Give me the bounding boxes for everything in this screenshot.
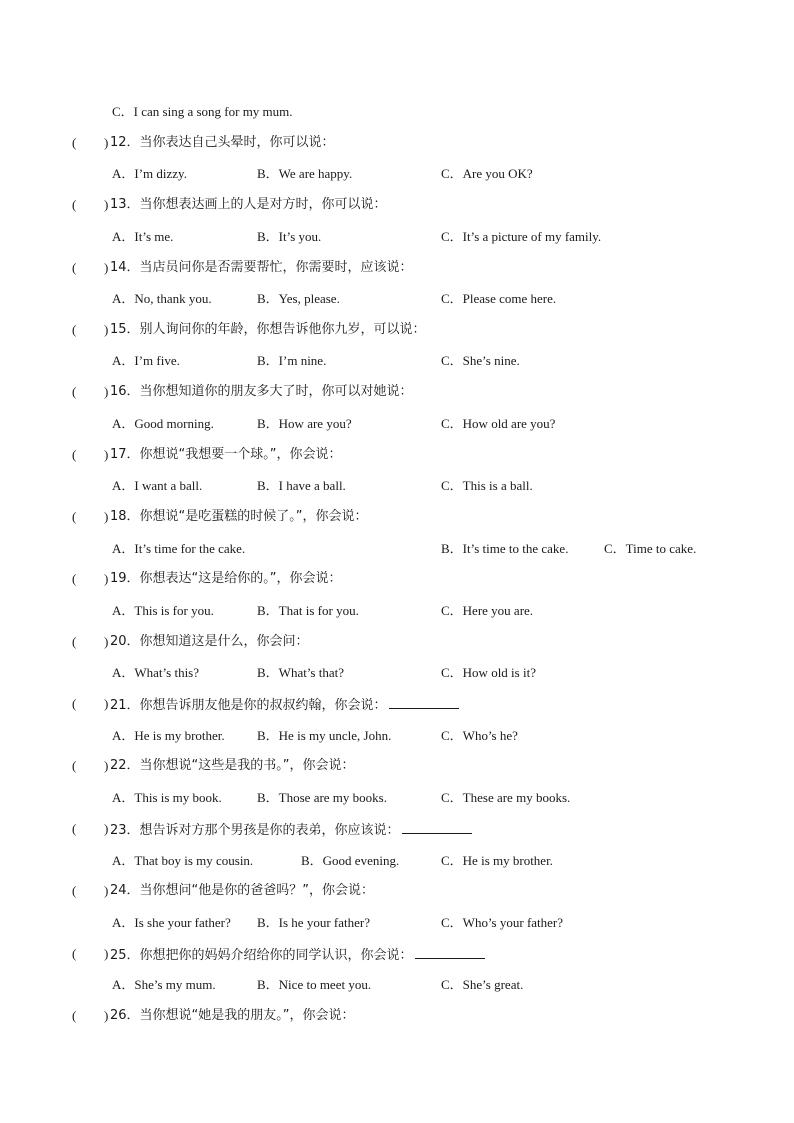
answer-paren-close: )	[104, 883, 109, 898]
option-b: B．That is for you.	[257, 603, 359, 618]
option-a: A．He is my brother.	[112, 728, 225, 743]
options-13	[0, 227, 794, 247]
question-20	[0, 632, 794, 652]
option-b: B．I have a ball.	[257, 478, 346, 493]
option-c: C．This is a ball.	[441, 478, 533, 493]
answer-paren-open: (	[72, 821, 77, 836]
question-text	[110, 944, 485, 966]
options-20	[0, 663, 794, 683]
question-14	[0, 258, 794, 278]
option-a: A．This is for you.	[112, 603, 214, 618]
answer-paren-close: )	[104, 821, 109, 836]
option-c: C．How old is it?	[441, 665, 536, 680]
option-a: A．It’s time for the cake.	[112, 541, 246, 556]
answer-paren-close: )	[104, 447, 109, 462]
question-25	[0, 944, 794, 964]
answer-blank[interactable]	[402, 819, 472, 834]
option-a: A．What’s this?	[112, 665, 200, 680]
answer-paren-open: (	[72, 634, 77, 649]
answer-paren-open: (	[72, 758, 77, 773]
answer-paren-open: (	[72, 696, 77, 711]
option-c: C．Here you are.	[441, 603, 534, 618]
question-text: 20．你想知道这是什么，你会问：	[110, 634, 309, 649]
option-b: B．He is my uncle, John.	[257, 728, 392, 743]
question-26	[0, 1006, 794, 1026]
option-c: C．I can sing a song for my mum.	[112, 104, 293, 119]
option-a: A．I’m dizzy.	[112, 166, 187, 181]
option-b: B．How are you?	[257, 416, 352, 431]
option-c: C．Who’s your father?	[441, 915, 564, 930]
question-text: 16．当你想知道你的朋友多大了时，你可以对她说：	[110, 384, 413, 399]
option-c: C．She’s great.	[441, 977, 524, 992]
question-text: 26．当你想说“她是我的朋友。”，你会说：	[110, 1008, 355, 1023]
options-19	[0, 601, 794, 621]
option-c: C．He is my brother.	[441, 853, 553, 868]
answer-paren-close: )	[104, 322, 109, 337]
question-text: 14．当店员问你是否需要帮忙，你需要时，应该说：	[110, 260, 413, 275]
option-a: A．That boy is my cousin.	[112, 853, 254, 868]
options-25	[0, 975, 794, 995]
options-16	[0, 414, 794, 434]
question-24	[0, 881, 794, 901]
answer-paren-close: )	[104, 197, 109, 212]
option-c: C．She’s nine.	[441, 353, 520, 368]
question-13	[0, 195, 794, 215]
question-18	[0, 507, 794, 527]
question-23	[0, 819, 794, 839]
question-16	[0, 382, 794, 402]
options-21	[0, 726, 794, 746]
answer-blank[interactable]	[415, 944, 485, 959]
question-text: 17．你想说“我想要一个球。”，你会说：	[110, 447, 342, 462]
options-22	[0, 788, 794, 808]
answer-blank[interactable]	[389, 694, 459, 709]
question-17	[0, 445, 794, 465]
question-text: 24．当你想问“他是你的爸爸吗？”，你会说：	[110, 883, 375, 898]
option-a: A．She’s my mum.	[112, 977, 216, 992]
option-b: B．Good evening.	[301, 853, 400, 868]
answer-paren-close: )	[104, 696, 109, 711]
answer-paren-close: )	[104, 135, 109, 150]
option-b: B．Yes, please.	[257, 291, 340, 306]
options-23	[0, 851, 794, 871]
question-text: 12．当你表达自己头晕时，你可以说：	[110, 135, 335, 150]
answer-paren-open: (	[72, 883, 77, 898]
option-a: A．It’s me.	[112, 229, 174, 244]
option-b: B．It’s you.	[257, 229, 322, 244]
option-a: A．This is my book.	[112, 790, 222, 805]
answer-paren-open: (	[72, 197, 77, 212]
question-text: 13．当你想表达画上的人是对方时，你可以说：	[110, 197, 387, 212]
option-b: B．What’s that?	[257, 665, 345, 680]
answer-paren-close: )	[104, 634, 109, 649]
question-21	[0, 694, 794, 714]
question-text: 22．当你想说“这些是我的书。”，你会说：	[110, 758, 355, 773]
options-15	[0, 351, 794, 371]
question-text: 19．你想表达“这是给你的。”，你会说：	[110, 571, 342, 586]
option-a: A．Is she your father?	[112, 915, 231, 930]
option-c: C．These are my books.	[441, 790, 571, 805]
answer-paren-open: (	[72, 509, 77, 524]
answer-paren-open: (	[72, 322, 77, 337]
option-a: A．I want a ball.	[112, 478, 203, 493]
answer-paren-close: )	[104, 509, 109, 524]
option-b: B．Is he your father?	[257, 915, 370, 930]
answer-paren-open: (	[72, 447, 77, 462]
option-b: B．We are happy.	[257, 166, 353, 181]
answer-paren-open: (	[72, 384, 77, 399]
option-b: B．Nice to meet you.	[257, 977, 372, 992]
option-c: C．Are you OK?	[441, 166, 533, 181]
question-text-content: 25．你想把你的妈妈介绍给你的同学认识，你会说：	[110, 948, 413, 963]
question-text: 18．你想说“是吃蛋糕的时候了。”，你会说：	[110, 509, 368, 524]
option-b: B．It’s time to the cake.	[441, 541, 569, 556]
option-a: A．Good morning.	[112, 416, 214, 431]
option-row	[0, 102, 794, 122]
answer-paren-open: (	[72, 260, 77, 275]
question-text	[110, 694, 459, 716]
options-24	[0, 913, 794, 933]
question-text: 15．别人询问你的年龄，你想告诉他你九岁，可以说：	[110, 322, 426, 337]
answer-paren-open: (	[72, 571, 77, 586]
answer-paren-close: )	[104, 758, 109, 773]
option-c: C．Who’s he?	[441, 728, 518, 743]
question-text-content: 23．想告诉对方那个男孩是你的表弟，你应该说：	[110, 823, 400, 838]
option-c: C．How old are you?	[441, 416, 556, 431]
answer-paren-open: (	[72, 946, 77, 961]
options-17	[0, 476, 794, 496]
question-15	[0, 320, 794, 340]
option-c: C．Time to cake.	[604, 541, 697, 556]
options-18	[0, 539, 794, 559]
option-b: B．Those are my books.	[257, 790, 387, 805]
answer-paren-close: )	[104, 946, 109, 961]
option-a: A．No, thank you.	[112, 291, 212, 306]
answer-paren-close: )	[104, 571, 109, 586]
question-text	[110, 819, 472, 841]
options-12	[0, 164, 794, 184]
question-19	[0, 569, 794, 589]
question-text-content: 21．你想告诉朋友他是你的叔叔约翰，你会说：	[110, 698, 387, 713]
answer-paren-open: (	[72, 1008, 77, 1023]
option-a: A．I’m five.	[112, 353, 180, 368]
option-c: C．It’s a picture of my family.	[441, 229, 602, 244]
options-14	[0, 289, 794, 309]
answer-paren-close: )	[104, 260, 109, 275]
question-12	[0, 133, 794, 153]
option-c: C．Please come here.	[441, 291, 557, 306]
answer-paren-close: )	[104, 1008, 109, 1023]
answer-paren-close: )	[104, 384, 109, 399]
answer-paren-open: (	[72, 135, 77, 150]
option-b: B．I’m nine.	[257, 353, 327, 368]
question-22	[0, 756, 794, 776]
